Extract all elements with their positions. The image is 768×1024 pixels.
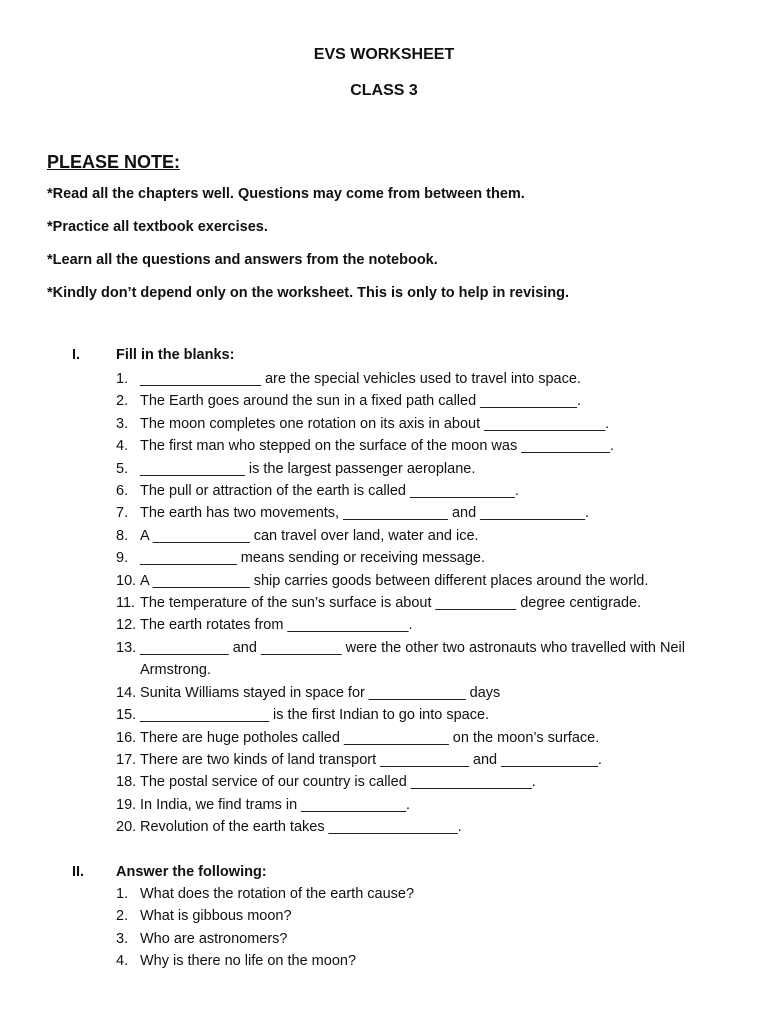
question-text: A ____________ can travel over land, water and ice. [140, 527, 479, 544]
question-text: ____________ means sending or receiving message. [140, 550, 486, 567]
question-number: 4. [116, 438, 129, 455]
question-text: The pull or attraction of the earth is called _____________. [140, 483, 519, 500]
note-item: *Kindly don’t depend only on the worksheet. This is only to help in revising. [47, 285, 570, 301]
question-number: 4. [116, 953, 129, 970]
page-title: EVS WORKSHEET [313, 46, 455, 63]
question-text: ________________ is the first Indian to go into space. [140, 707, 490, 724]
question-item [0, 525, 768, 547]
question-item [0, 905, 768, 927]
fill-blanks-list [0, 368, 768, 839]
question-item [0, 682, 768, 704]
question-text: The temperature of the sun’s surface is about __________ degree centigrade. [140, 595, 642, 612]
question-item [0, 614, 768, 636]
question-number: 7. [116, 505, 129, 522]
question-item [0, 637, 768, 682]
question-number: 20. [116, 819, 137, 836]
question-text: The first man who stepped on the surface of the moon was ___________. [140, 438, 614, 455]
question-text: The moon completes one rotation on its axis in about _______________. [140, 415, 610, 432]
note-item: *Read all the chapters well. Questions may come from between them. [47, 186, 525, 202]
question-text: The earth has two movements, _____________ and _____________. [140, 505, 590, 522]
section-number: I. [72, 347, 81, 363]
question-number: 10. [116, 572, 137, 589]
question-item [0, 547, 768, 569]
question-number: 15. [116, 707, 137, 724]
question-number: 16. [116, 729, 137, 746]
question-item [0, 413, 768, 435]
question-number: 13. [116, 639, 137, 656]
question-item [0, 435, 768, 457]
answer-list [0, 883, 768, 973]
page-subtitle: CLASS 3 [350, 82, 418, 99]
question-item [0, 390, 768, 412]
question-item [0, 368, 768, 390]
question-item [0, 883, 768, 905]
question-text: Revolution of the earth takes ________________. [140, 819, 462, 836]
question-text: _____________ is the largest passenger aeroplane. [140, 460, 476, 477]
question-text: Sunita Williams stayed in space for ____________ days [140, 684, 501, 701]
question-text: Who are astronomers? [140, 930, 288, 947]
question-number: 12. [116, 617, 137, 634]
question-text: The earth rotates from _______________. [140, 617, 413, 634]
question-item [0, 458, 768, 480]
question-number: 1. [116, 886, 129, 902]
note-heading: PLEASE NOTE: [47, 152, 181, 172]
question-item [0, 480, 768, 502]
question-text: What does the rotation of the earth cause? [140, 886, 415, 902]
question-item [0, 704, 768, 726]
question-text: Why is there no life on the moon? [140, 953, 357, 970]
question-number: 9. [116, 550, 129, 567]
question-item [0, 749, 768, 771]
note-item: *Practice all textbook exercises. [47, 219, 268, 235]
question-number: 3. [116, 930, 129, 947]
question-number: 17. [116, 751, 137, 768]
question-number: 11. [116, 595, 136, 612]
question-text: A ____________ ship carries goods between different places around the world. [140, 572, 649, 589]
question-item [0, 570, 768, 592]
question-text: The postal service of our country is called _______________. [140, 774, 536, 791]
question-text: In India, we find trams in _____________. [140, 796, 411, 813]
question-number: 8. [116, 527, 129, 544]
question-item [0, 950, 768, 972]
section-number: II. [72, 864, 85, 880]
question-item [0, 928, 768, 950]
question-number: 6. [116, 483, 129, 500]
section-title: Fill in the blanks: [116, 347, 235, 363]
question-number: 14. [116, 684, 137, 701]
question-number: 2. [116, 393, 129, 410]
question-item [0, 816, 768, 838]
question-text: ___________ and __________ were the other two astronauts who travelled with Neil Armstrong. [140, 639, 685, 679]
question-text: _______________ are the special vehicles used to travel into space. [140, 371, 581, 387]
question-item [0, 727, 768, 749]
question-item [0, 502, 768, 524]
question-item [0, 592, 768, 614]
note-item: *Learn all the questions and answers from the notebook. [47, 252, 438, 268]
question-number: 3. [116, 415, 129, 432]
question-text: What is gibbous moon? [140, 908, 292, 925]
question-number: 19. [116, 796, 137, 813]
question-number: 2. [116, 908, 129, 925]
question-item [0, 771, 768, 793]
question-text: There are two kinds of land transport ___________ and ____________. [140, 751, 602, 768]
question-number: 1. [116, 371, 129, 387]
question-text: The Earth goes around the sun in a fixed path called ____________. [140, 393, 581, 410]
section-title: Answer the following: [116, 864, 267, 880]
question-number: 18. [116, 774, 137, 791]
question-text: There are huge potholes called _____________ on the moon’s surface. [140, 729, 600, 746]
question-number: 5. [116, 460, 129, 477]
question-item [0, 794, 768, 816]
